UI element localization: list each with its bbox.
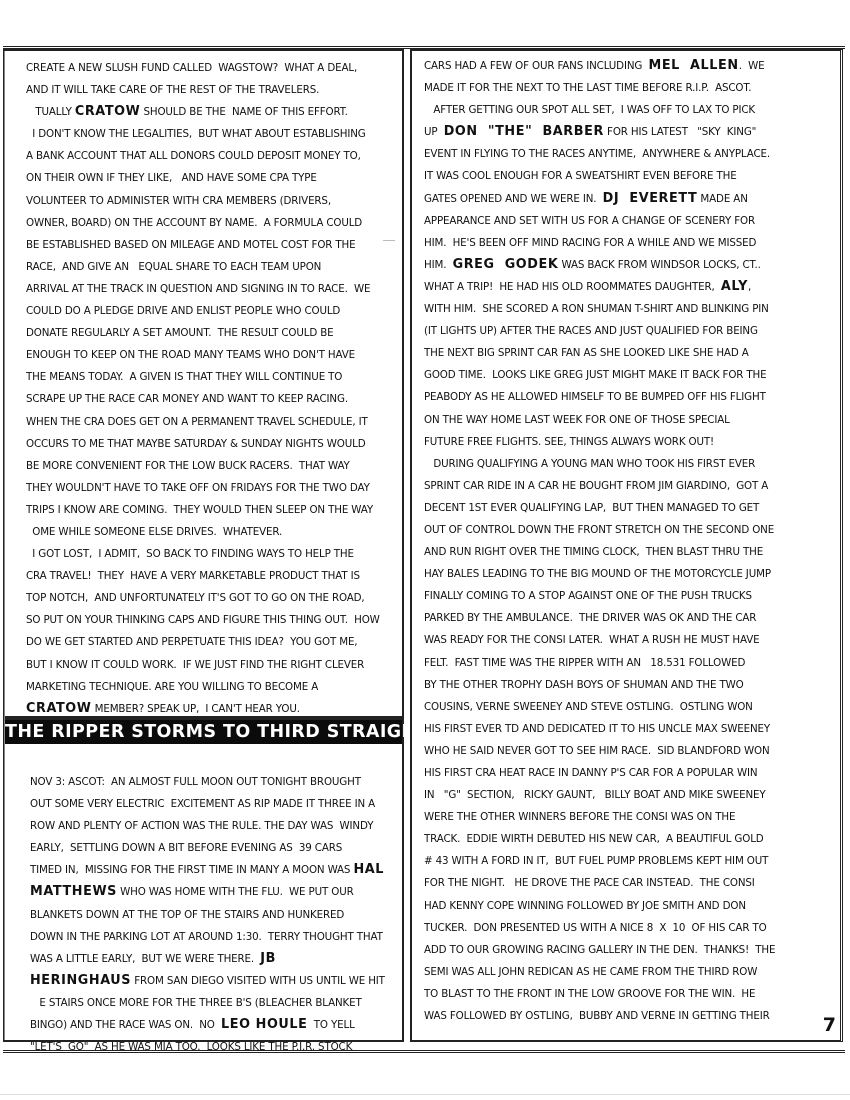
right-column xyxy=(410,49,843,1042)
text-line: ARRIVAL AT THE TRACK IN QUESTION AND SIGNING IN TO RACE. WE xyxy=(26,282,371,296)
text-line: TOP NOTCH, AND UNFORTUNATELY IT'S GOT TO GO ON THE ROAD, xyxy=(26,592,365,605)
text-line: OWNER, BOARD) ON THE ACCOUNT BY NAME. A FORMULA COULD xyxy=(26,216,363,229)
text-line: MATTHEWS WHO WAS HOME WITH THE FLU. WE PUT OUR xyxy=(30,884,354,900)
highlighted-name: DJ EVERETT xyxy=(602,190,698,206)
text-line: WAS A LITTLE EARLY, BUT WE WERE THERE. JB xyxy=(30,950,276,966)
text-line: FINALLY COMING TO A STOP AGAINST ONE OF THE PUSH TRUCKS xyxy=(424,590,752,603)
text-line: I GOT LOST, I ADMIT, SO BACK TO FINDING WAYS TO HELP THE xyxy=(26,547,354,561)
text-line: SCRAPE UP THE RACE CAR MONEY AND WANT TO KEEP RACING. xyxy=(26,393,348,406)
text-line: CARS HAD A FEW OF OUR FANS INCLUDING MEL ALLEN. WE xyxy=(424,57,765,74)
left-column-article-text xyxy=(5,771,402,1058)
highlighted-name: MATTHEWS xyxy=(30,884,117,900)
left-column xyxy=(3,49,429,1054)
text-line: AND RUN RIGHT OVER THE TIMING CLOCK, THEN BLAST THRU THE xyxy=(424,545,764,559)
text-line: HIM. HE'S BEEN OFF MIND RACING FOR A WHILE AND WE MISSED xyxy=(424,236,757,249)
text-line: HERINGHAUS FROM SAN DIEGO VISITED WITH US UNTIL WE HIT xyxy=(30,972,385,988)
scan-artifact xyxy=(383,240,395,241)
text-line: HAY BALES LEADING TO THE BIG MOUND OF THE MOTORCYCLE JUMP xyxy=(424,568,771,581)
right-column-text xyxy=(412,55,840,1027)
highlighted-name: CRATOW xyxy=(74,104,141,120)
text-line: FOR THE NIGHT. HE DROVE THE PACE CAR INSTEAD. THE CONSI xyxy=(424,877,755,890)
text-line: BE MORE CONVENIENT FOR THE LOW BUCK RACERS. THAT WAY xyxy=(26,459,350,472)
text-line: WAS READY FOR THE CONSI LATER. WHAT A RUSH HE MUST HAVE xyxy=(424,634,760,647)
text-line: TIMED IN, MISSING FOR THE FIRST TIME IN MANY A MOON WAS HAL xyxy=(30,862,385,878)
text-line: COUSINS, VERNE SWEENEY AND STEVE OSTLING. OSTLING WON xyxy=(424,700,753,713)
text-line: BY THE OTHER TROPHY DASH BOYS OF SHUMAN AND THE TWO xyxy=(424,678,744,691)
text-line: PARKED BY THE AMBULANCE. THE DRIVER WAS OK AND THE CAR xyxy=(424,612,757,625)
text-line: TUCKER. DON PRESENTED US WITH A NICE 8 X 10 OF HIS CAR TO xyxy=(424,921,767,934)
highlighted-name: LEO HOULE xyxy=(221,1016,308,1033)
text-line: CRATOW MEMBER? SPEAK UP, I CAN'T HEAR YOU. xyxy=(26,700,300,716)
text-line: DOWN IN THE PARKING LOT AT AROUND 1:30. TERRY THOUGHT THAT xyxy=(30,930,383,943)
text-line: THE NEXT BIG SPRINT CAR FAN AS SHE LOOKED LIKE SHE HAD A xyxy=(424,347,749,360)
highlighted-name: CRATOW xyxy=(26,700,92,716)
text-line: SPRINT CAR RIDE IN A CAR HE BOUGHT FROM JIM GIARDINO, GOT A xyxy=(424,479,769,492)
text-line: BINGO) AND THE RACE WAS ON. NO LEO HOULE TO YELL xyxy=(30,1016,355,1033)
text-line: FELT. FAST TIME WAS THE RIPPER WITH AN 18.531 FOLLOWED xyxy=(424,656,746,669)
text-line: HIS FIRST CRA HEAT RACE IN DANNY P'S CAR FOR A POPULAR WIN xyxy=(424,766,758,780)
text-line: WHO HE SAID NEVER GOT TO SEE HIM RACE. SID BLANDFORD WON xyxy=(424,744,770,758)
text-line: A BANK ACCOUNT THAT ALL DONORS COULD DEPOSIT MONEY TO, xyxy=(26,150,361,163)
page-number: 7 xyxy=(822,1014,836,1036)
text-line: GATES OPENED AND WE WERE IN. DJ EVERETT MADE AN xyxy=(424,190,748,206)
text-line: WERE THE OTHER WINNERS BEFORE THE CONSI WAS ON THE xyxy=(424,811,736,824)
text-line: AFTER GETTING OUR SPOT ALL SET, I WAS OFF TO LAX TO PICK xyxy=(424,104,755,117)
highlighted-name: HAL xyxy=(353,862,385,878)
text-line: E STAIRS ONCE MORE FOR THE THREE B'S (BLEACHER BLANKET xyxy=(30,996,362,1010)
text-line: HAD KENNY COPE WINNING FOLLOWED BY JOE SMITH AND DON xyxy=(424,899,746,912)
text-line: AND IT WILL TAKE CARE OF THE REST OF THE TRAVELERS. xyxy=(26,83,320,97)
article-headline: THE RIPPER STORMS TO THIRD STRAIGHT xyxy=(5,718,402,744)
text-line: OUT OF CONTROL DOWN THE FRONT STRETCH ON THE SECOND ONE xyxy=(424,523,775,537)
text-line: "LET'S GO" AS HE WAS MIA TOO. LOOKS LIKE THE P.I.R. STOCK xyxy=(30,1041,353,1054)
text-line: OME WHILE SOMEONE ELSE DRIVES. WHATEVER. xyxy=(26,525,283,539)
left-column-text-top xyxy=(5,57,402,720)
page-bottom-edge xyxy=(0,1094,850,1095)
text-line: ROW AND PLENTY OF ACTION WAS THE RULE. THE DAY WAS WINDY xyxy=(30,820,374,833)
text-line: ENOUGH TO KEEP ON THE ROAD MANY TEAMS WHO DON'T HAVE xyxy=(26,349,356,362)
highlighted-name: JB xyxy=(260,950,276,966)
text-line: IN "G" SECTION, RICKY GAUNT, BILLY BOAT AND MIKE SWEENEY xyxy=(424,788,766,802)
text-line: HIS FIRST EVER TD AND DEDICATED IT TO HIS UNCLE MAX SWEENEY xyxy=(424,722,770,735)
text-line: BLANKETS DOWN AT THE TOP OF THE STAIRS AND HUNKERED xyxy=(30,908,345,921)
text-line: NOV 3: ASCOT: AN ALMOST FULL MOON OUT TONIGHT BROUGHT xyxy=(30,775,361,789)
text-line: I DON'T KNOW THE LEGALITIES, BUT WHAT ABOUT ESTABLISHING xyxy=(26,128,366,141)
text-line: OUT SOME VERY ELECTRIC EXCITEMENT AS RIP MADE IT THREE IN A xyxy=(30,797,376,811)
text-line: DECENT 1ST EVER QUALIFYING LAP, BUT THEN MANAGED TO GET xyxy=(424,501,760,514)
text-line: (IT LIGHTS UP) AFTER THE RACES AND JUST QUALIFIED FOR BEING xyxy=(424,325,758,338)
text-line: TRIPS I KNOW ARE COMING. THEY WOULD THEN SLEEP ON THE WAY xyxy=(26,503,374,516)
text-line: IT WAS COOL ENOUGH FOR A SWEATSHIRT EVEN BEFORE THE xyxy=(424,170,737,183)
highlighted-name: DON "THE" BARBER xyxy=(443,124,604,140)
text-line: EVENT IN FLYING TO THE RACES ANYTIME, ANYWHERE & ANYPLACE. xyxy=(424,148,770,161)
text-line: WHAT A TRIP! HE HAD HIS OLD ROOMMATES DAUGHTER, ALY, xyxy=(424,278,752,295)
text-line: EARLY, SETTLING DOWN A BIT BEFORE EVENING AS 39 CARS xyxy=(30,842,343,855)
text-line: PEABODY AS HE ALLOWED HIMSELF TO BE BUMPED OFF HIS FLIGHT xyxy=(424,391,766,404)
text-line: SEMI WAS ALL JOHN REDICAN AS HE CAME FROM THE THIRD ROW xyxy=(424,965,758,978)
text-line: CRA TRAVEL! THEY HAVE A VERY MARKETABLE PRODUCT THAT IS xyxy=(26,570,360,583)
text-line: TO BLAST TO THE FRONT IN THE LOW GROOVE FOR THE WIN. HE xyxy=(424,987,756,1001)
text-line: WAS FOLLOWED BY OSTLING, BUBBY AND VERNE IN GETTING THEIR xyxy=(424,1009,770,1023)
text-line: WITH HIM. SHE SCORED A RON SHUMAN T-SHIRT AND BLINKING PIN xyxy=(424,302,769,316)
text-line: MARKETING TECHNIQUE. ARE YOU WILLING TO BECOME A xyxy=(26,680,319,693)
text-line: DURING QUALIFYING A YOUNG MAN WHO TOOK HIS FIRST EVER xyxy=(424,457,756,470)
text-line: UP DON "THE" BARBER FOR HIS LATEST "SKY KING" xyxy=(424,124,757,140)
text-line: TUALLY CRATOW SHOULD BE THE NAME OF THIS EFFORT. xyxy=(26,104,348,120)
text-line: BUT I KNOW IT COULD WORK. IF WE JUST FIND THE RIGHT CLEVER xyxy=(26,658,365,671)
text-line: ON THEIR OWN IF THEY LIKE, AND HAVE SOME CPA TYPE xyxy=(26,172,317,185)
text-line: COULD DO A PLEDGE DRIVE AND ENLIST PEOPLE WHO COULD xyxy=(26,304,341,318)
highlighted-name: MEL ALLEN xyxy=(648,57,739,74)
text-line: BE ESTABLISHED BASED ON MILEAGE AND MOTEL COST FOR THE xyxy=(26,238,356,251)
text-line: THE MEANS TODAY. A GIVEN IS THAT THEY WILL CONTINUE TO xyxy=(26,371,343,384)
highlighted-name: GREG GODEK xyxy=(452,256,559,272)
highlighted-name: HERINGHAUS xyxy=(30,972,132,988)
text-line: WHEN THE CRA DOES GET ON A PERMANENT TRAVEL SCHEDULE, IT xyxy=(26,415,368,428)
text-line: THEY WOULDN'T HAVE TO TAKE OFF ON FRIDAYS FOR THE TWO DAY xyxy=(26,481,370,494)
text-line: VOLUNTEER TO ADMINISTER WITH CRA MEMBERS (DRIVERS, xyxy=(26,194,331,207)
text-line: CREATE A NEW SLUSH FUND CALLED WAGSTOW? WHAT A DEAL, xyxy=(26,61,358,75)
highlighted-name: ALY xyxy=(720,278,748,295)
text-line: FUTURE FREE FLIGHTS. SEE, THINGS ALWAYS WORK OUT! xyxy=(424,435,714,448)
text-line: MADE IT FOR THE NEXT TO THE LAST TIME BEFORE R.I.P. ASCOT. xyxy=(424,81,752,95)
text-line: # 43 WITH A FORD IN IT, BUT FUEL PUMP PROBLEMS KEPT HIM OUT xyxy=(424,855,769,868)
text-line: APPEARANCE AND SET WITH US FOR A CHANGE OF SCENERY FOR xyxy=(424,214,755,227)
text-line: GOOD TIME. LOOKS LIKE GREG JUST MIGHT MAKE IT BACK FOR THE xyxy=(424,369,767,382)
text-line: ADD TO OUR GROWING RACING GALLERY IN THE DEN. THANKS! THE xyxy=(424,943,776,956)
text-line: SO PUT ON YOUR THINKING CAPS AND FIGURE THIS THING OUT. HOW xyxy=(26,614,380,627)
text-line: HIM. GREG GODEK WAS BACK FROM WINDSOR LOCKS, CT.. xyxy=(424,256,761,272)
text-line: ON THE WAY HOME LAST WEEK FOR ONE OF THOSE SPECIAL xyxy=(424,413,730,426)
text-line: TRACK. EDDIE WIRTH DEBUTED HIS NEW CAR, A BEAUTIFUL GOLD xyxy=(424,833,764,846)
text-line: OCCURS TO ME THAT MAYBE SATURDAY & SUNDAY NIGHTS WOULD xyxy=(26,437,366,450)
text-line: DO WE GET STARTED AND PERPETUATE THIS IDEA? YOU GOT ME, xyxy=(26,636,358,649)
text-line: RACE, AND GIVE AN EQUAL SHARE TO EACH TEAM UPON xyxy=(26,260,322,273)
text-line: DONATE REGULARLY A SET AMOUNT. THE RESULT COULD BE xyxy=(26,327,334,340)
